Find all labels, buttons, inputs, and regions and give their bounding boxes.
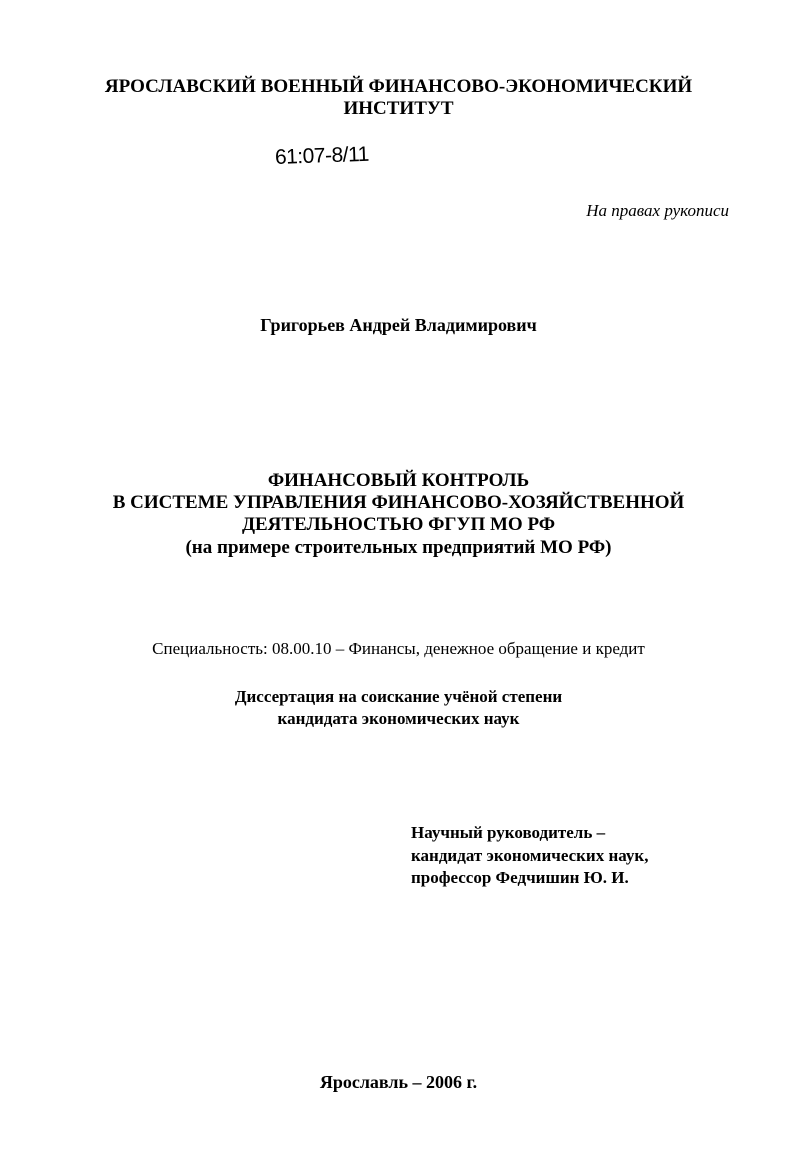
advisor-line-3: профессор Федчишин Ю. И. [411,868,629,887]
institute-name-line-1: ЯРОСЛАВСКИЙ ВОЕННЫЙ ФИНАНСОВО-ЭКОНОМИЧЕСКИЙ [104,76,693,97]
thesis-title-line-1: ФИНАНСОВЫЙ КОНТРОЛЬ [267,470,530,491]
manuscript-rights-note: На правах рукописи [586,201,729,220]
library-stamp-code: 61:07-8/11 [274,142,370,169]
specialty-line: Специальность: 08.00.10 – Финансы, денежное обращение и кредит [152,639,645,658]
advisor-line-1: Научный руководитель – [411,823,606,842]
thesis-title-line-2: В СИСТЕМЕ УПРАВЛЕНИЯ ФИНАНСОВО-ХОЗЯЙСТВЕННОЙ [112,492,685,513]
degree-line-1: Диссертация на соискание учёной степени [234,687,563,706]
thesis-title-line-3: ДЕЯТЕЛЬНОСТЬЮ ФГУП МО РФ [241,514,556,535]
city-year: Ярославль – 2006 г. [319,1072,478,1092]
thesis-subtitle: (на примере строительных предприятий МО РФ) [185,537,612,558]
degree-line-2: кандидата экономических наук [277,709,520,728]
author-name: Григорьев Андрей Владимирович [260,315,537,335]
advisor-line-2: кандидат экономических наук, [411,846,649,865]
institute-name-line-2: ИНСТИТУТ [343,98,454,119]
